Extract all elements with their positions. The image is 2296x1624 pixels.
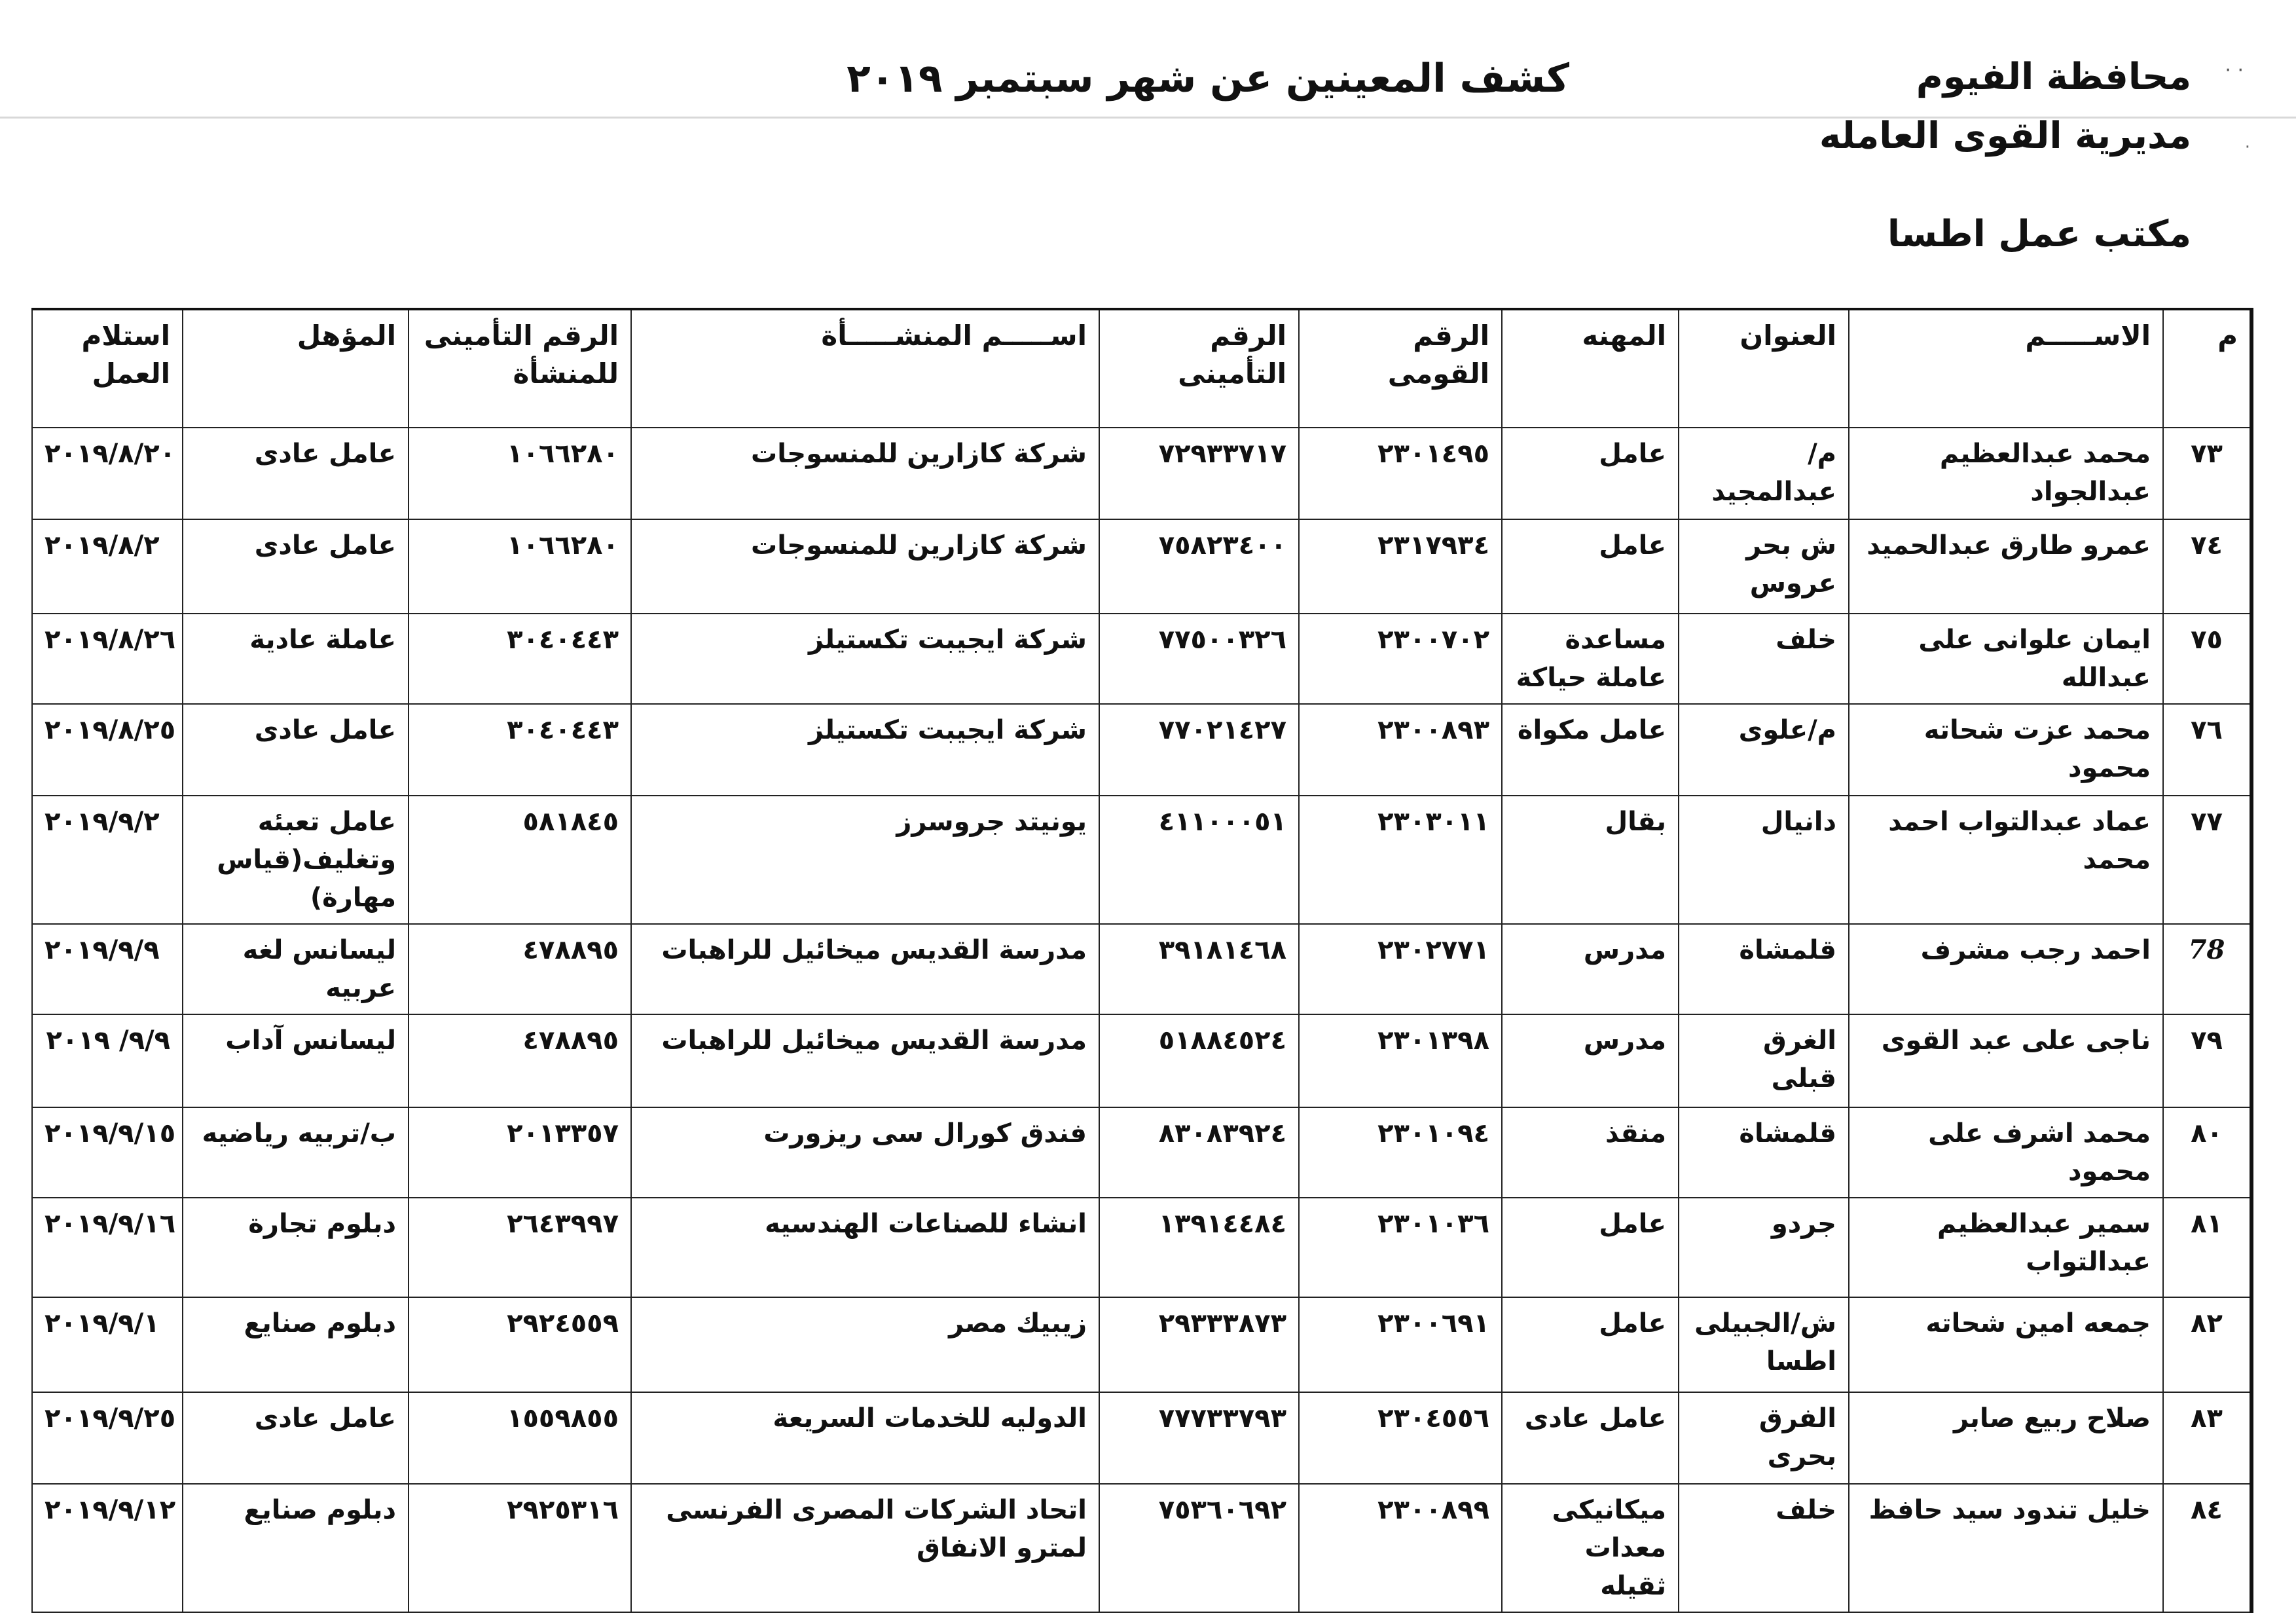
cell-est-insurance-no: ٣٠٤٠٤٤٣ <box>409 704 631 796</box>
cell-qualification: عامل عادى <box>183 1392 409 1484</box>
cell-national-id: ٢٣٠٠٨٩٩ <box>1299 1484 1502 1612</box>
cell-qualification: عاملة عادية <box>183 614 409 704</box>
cell-qualification: عامل عادى <box>183 519 409 614</box>
cell-qualification: عامل عادى <box>183 428 409 519</box>
cell-profession: مساعدة عاملة حياكة <box>1502 614 1679 704</box>
cell-est-insurance-no: ٤٧٨٨٩٥ <box>409 924 631 1014</box>
cell-profession: مدرس <box>1502 924 1679 1014</box>
col-header-est-insurance-no: الرقم التأمينى للمنشأة <box>409 309 631 428</box>
cell-insurance-no: ٧٥٣٦٠٦٩٢ <box>1099 1484 1299 1612</box>
cell-profession: مدرس <box>1502 1014 1679 1107</box>
col-header-profession: المهنه <box>1502 309 1679 428</box>
cell-start-date: ٢٠١٩/٩/١٦ <box>32 1198 183 1297</box>
cell-est-insurance-no: ٤٧٨٨٩٥ <box>409 1014 631 1107</box>
cell-address: خلف <box>1679 1484 1849 1612</box>
scan-speck: · <box>2244 138 2250 157</box>
cell-profession: عامل مكواة <box>1502 704 1679 796</box>
table-row <box>32 1392 2251 1484</box>
cell-establishment: يونيتد جروسرز <box>631 796 1099 924</box>
table-row <box>32 614 2251 704</box>
cell-m: ٨١ <box>2163 1198 2251 1297</box>
cell-address: قلمشاة <box>1679 924 1849 1014</box>
cell-national-id: ٢٣٠١٤٩٥ <box>1299 428 1502 519</box>
cell-name: محمد عبدالعظيم عبدالجواد <box>1849 428 2163 519</box>
cell-establishment: شركة ايجيبت تكستيلز <box>631 704 1099 796</box>
cell-address: م/علوى <box>1679 704 1849 796</box>
cell-address: ش بحر عروس <box>1679 519 1849 614</box>
cell-name: ايمان علوانى على عبدالله <box>1849 614 2163 704</box>
office-label: مكتب عمل اطسا <box>1887 213 2191 255</box>
cell-name: احمد رجب مشرف <box>1849 924 2163 1014</box>
table-row <box>32 704 2251 796</box>
cell-qualification: عامل عادى <box>183 704 409 796</box>
cell-national-id: ٢٣٠٢٧٧١ <box>1299 924 1502 1014</box>
cell-start-date: ٢٠١٩/٩/٢٥ <box>32 1392 183 1484</box>
cell-m: ٨٣ <box>2163 1392 2251 1484</box>
table-row <box>32 1484 2251 1612</box>
governorate-label: محافظة الفيوم <box>1916 56 2191 98</box>
cell-insurance-no: ٨٣٠٨٣٩٢٤ <box>1099 1107 1299 1198</box>
col-header-insurance-no: الرقم التأمينى <box>1099 309 1299 428</box>
cell-profession: عامل <box>1502 1198 1679 1297</box>
col-header-national-id: الرقم القومى <box>1299 309 1502 428</box>
cell-profession: بقال <box>1502 796 1679 924</box>
cell-start-date: ٢٠١٩/٨/٢٥ <box>32 704 183 796</box>
cell-name: سمير عبدالعظيم عبدالتواب <box>1849 1198 2163 1297</box>
cell-establishment: فندق كورال سى ريزورت <box>631 1107 1099 1198</box>
col-header-m: م <box>2163 309 2251 428</box>
col-header-start-date: استلام العمل <box>32 309 183 428</box>
cell-insurance-no: ٤١١٠٠٠٥١ <box>1099 796 1299 924</box>
cell-address: قلمشاة <box>1679 1107 1849 1198</box>
cell-address: الفرق بحرى <box>1679 1392 1849 1484</box>
cell-name: عماد عبدالتواب احمد محمد <box>1849 796 2163 924</box>
table-row <box>32 428 2251 519</box>
cell-qualification: دبلوم صنايع <box>183 1484 409 1612</box>
employees-table <box>31 308 2253 1613</box>
cell-establishment: مدرسة القديس ميخائيل للراهبات <box>631 924 1099 1014</box>
cell-qualification: ليسانس لغه عربيه <box>183 924 409 1014</box>
directorate-label: مديرية القوى العامله <box>1819 115 2191 157</box>
cell-profession: عامل <box>1502 428 1679 519</box>
cell-start-date: ٩/٩/ ٢٠١٩ <box>32 1014 183 1107</box>
cell-m: ٧٥ <box>2163 614 2251 704</box>
table-row <box>32 924 2251 1014</box>
cell-qualification: ليسانس آداب <box>183 1014 409 1107</box>
cell-start-date: ٢٠١٩/٩/١ <box>32 1297 183 1392</box>
cell-insurance-no: ٧٢٩٣٣٧١٧ <box>1099 428 1299 519</box>
table-row <box>32 1198 2251 1297</box>
col-header-address: العنوان <box>1679 309 1849 428</box>
cell-establishment: اتحاد الشركات المصرى الفرنسى لمترو الانفاق <box>631 1484 1099 1612</box>
cell-national-id: ٢٣٠٤٥٥٦ <box>1299 1392 1502 1484</box>
col-header-qualification: المؤهل <box>183 309 409 428</box>
cell-est-insurance-no: ٣٠٤٠٤٤٣ <box>409 614 631 704</box>
cell-m: ٧٣ <box>2163 428 2251 519</box>
cell-m: ٧٧ <box>2163 796 2251 924</box>
cell-est-insurance-no: ٥٨١٨٤٥ <box>409 796 631 924</box>
cell-qualification: دبلوم تجارة <box>183 1198 409 1297</box>
cell-m: ٧٦ <box>2163 704 2251 796</box>
cell-insurance-no: ٧٧٧٣٣٧٩٣ <box>1099 1392 1299 1484</box>
cell-address: الغرق قبلى <box>1679 1014 1849 1107</box>
cell-establishment: الدوليه للخدمات السريعة <box>631 1392 1099 1484</box>
cell-name: عمرو طارق عبدالحميد <box>1849 519 2163 614</box>
cell-insurance-no: ٥١٨٨٤٥٢٤ <box>1099 1014 1299 1107</box>
cell-national-id: ٢٣٠١٣٩٨ <box>1299 1014 1502 1107</box>
cell-est-insurance-no: ١٥٥٩٨٥٥ <box>409 1392 631 1484</box>
cell-est-insurance-no: ١٠٦٦٢٨٠ <box>409 428 631 519</box>
cell-qualification: عامل تعبئه وتغليف(قياس مهارة) <box>183 796 409 924</box>
cell-insurance-no: ٣٩١٨١٤٦٨ <box>1099 924 1299 1014</box>
cell-insurance-no: ٧٧٠٢١٤٢٧ <box>1099 704 1299 796</box>
cell-m: ٧٩ <box>2163 1014 2251 1107</box>
cell-national-id: ٢٣٠٣٠١١ <box>1299 796 1502 924</box>
cell-address: خلف <box>1679 614 1849 704</box>
cell-name: محمد اشرف على محمود <box>1849 1107 2163 1198</box>
col-header-establishment: اســـــم المنشـــــأة <box>631 309 1099 428</box>
cell-m: ٧٤ <box>2163 519 2251 614</box>
cell-m: ٨٤ <box>2163 1484 2251 1612</box>
cell-national-id: ٢٣٠٠٧٠٢ <box>1299 614 1502 704</box>
cell-establishment: زيبيك مصر <box>631 1297 1099 1392</box>
cell-national-id: ٢٣٠١٠٣٦ <box>1299 1198 1502 1297</box>
cell-national-id: ٢٣٠٠٦٩١ <box>1299 1297 1502 1392</box>
cell-profession: عامل <box>1502 1297 1679 1392</box>
scan-speck: · · <box>2225 59 2244 82</box>
cell-start-date: ٢٠١٩/٩/١٥ <box>32 1107 183 1198</box>
cell-establishment: انشاء للصناعات الهندسيه <box>631 1198 1099 1297</box>
cell-address: ش/الجبيلى اطسا <box>1679 1297 1849 1392</box>
header-row <box>32 309 2251 428</box>
table-row <box>32 1014 2251 1107</box>
cell-est-insurance-no: ٢٦٤٣٩٩٧ <box>409 1198 631 1297</box>
cell-name: خليل تندود سيد حافظ <box>1849 1484 2163 1612</box>
cell-insurance-no: ٧٥٨٢٣٤٠٠ <box>1099 519 1299 614</box>
cell-address: م/عبدالمجيد <box>1679 428 1849 519</box>
col-header-name: الاســـــم <box>1849 309 2163 428</box>
cell-start-date: ٢٠١٩/٩/٩ <box>32 924 183 1014</box>
cell-start-date: ٢٠١٩/٨/٢ <box>32 519 183 614</box>
cell-address: جردو <box>1679 1198 1849 1297</box>
cell-est-insurance-no: ٢٩٢٥٣١٦ <box>409 1484 631 1612</box>
cell-qualification: دبلوم صنايع <box>183 1297 409 1392</box>
cell-insurance-no: ٢٩٣٣٣٨٧٣ <box>1099 1297 1299 1392</box>
cell-national-id: ٢٣٠١٠٩٤ <box>1299 1107 1502 1198</box>
cell-establishment: شركة ايجيبت تكستيلز <box>631 614 1099 704</box>
cell-profession: عامل عادى <box>1502 1392 1679 1484</box>
cell-name: صلاح ربيع صابر <box>1849 1392 2163 1484</box>
cell-profession: منقذ <box>1502 1107 1679 1198</box>
cell-name: جمعه امين شحاته <box>1849 1297 2163 1392</box>
cell-est-insurance-no: ٢٠١٣٣٥٧ <box>409 1107 631 1198</box>
table-row <box>32 519 2251 614</box>
cell-start-date: ٢٠١٩/٩/٢ <box>32 796 183 924</box>
cell-est-insurance-no: ١٠٦٦٢٨٠ <box>409 519 631 614</box>
cell-name: ناجى على عبد القوى <box>1849 1014 2163 1107</box>
cell-profession: عامل <box>1502 519 1679 614</box>
cell-national-id: ٢٣١٧٩٣٤ <box>1299 519 1502 614</box>
cell-m: ٨٠ <box>2163 1107 2251 1198</box>
cell-establishment: شركة كازارين للمنسوجات <box>631 428 1099 519</box>
cell-insurance-no: ٧٧٥٠٠٣٢٦ <box>1099 614 1299 704</box>
cell-name: محمد عزت شحاته محمود <box>1849 704 2163 796</box>
cell-profession: ميكانيكى معدات ثقيله <box>1502 1484 1679 1612</box>
cell-national-id: ٢٣٠٠٨٩٣ <box>1299 704 1502 796</box>
table-row <box>32 1297 2251 1392</box>
table-row <box>32 796 2251 924</box>
cell-qualification: ب/تربيه رياضيه <box>183 1107 409 1198</box>
cell-m: 78 <box>2163 924 2251 1014</box>
cell-establishment: شركة كازارين للمنسوجات <box>631 519 1099 614</box>
cell-start-date: ٢٠١٩/٨/٢٠ <box>32 428 183 519</box>
cell-insurance-no: ١٣٩١٤٤٨٤ <box>1099 1198 1299 1297</box>
cell-m: ٨٢ <box>2163 1297 2251 1392</box>
table-row <box>32 1107 2251 1198</box>
cell-start-date: ٢٠١٩/٨/٢٦ <box>32 614 183 704</box>
cell-establishment: مدرسة القديس ميخائيل للراهبات <box>631 1014 1099 1107</box>
cell-est-insurance-no: ٢٩٢٤٥٥٩ <box>409 1297 631 1392</box>
document-title: كشف المعينين عن شهر سبتمبر ٢٠١٩ <box>847 56 1569 101</box>
cell-address: دانيال <box>1679 796 1849 924</box>
cell-start-date: ٢٠١٩/٩/١٢ <box>32 1484 183 1612</box>
